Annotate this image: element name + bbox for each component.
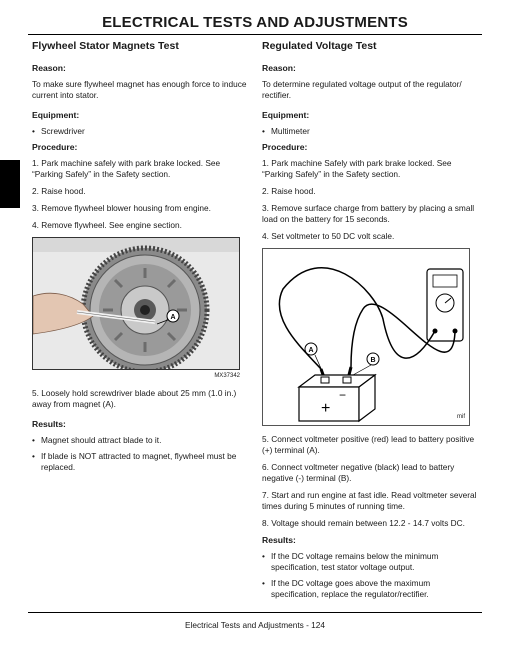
callout-a-label: A bbox=[170, 314, 176, 321]
voltage-test-title: Regulated Voltage Test bbox=[262, 40, 377, 52]
battery-icon bbox=[299, 375, 375, 421]
section-tab-marker bbox=[0, 160, 20, 208]
result-item: • If blade is NOT attracted to magnet, flywheel must be replaced. bbox=[32, 451, 250, 473]
procedure-step: 1. Park machine Safely with park brake locked. See “Parking Safely” in the Safety section. bbox=[262, 158, 452, 179]
flywheel-photo bbox=[32, 237, 240, 370]
procedure-step: 7. Start and run engine at fast idle. Read voltmeter several times during 5 minutes of running time. bbox=[262, 490, 477, 511]
procedure-step: 2. Raise hood. bbox=[32, 186, 86, 196]
procedure-step: 6. Connect voltmeter negative (black) lead to battery negative (-) terminal (B). bbox=[262, 462, 455, 483]
callout-a-badge bbox=[166, 309, 180, 323]
multimeter-icon bbox=[427, 269, 463, 341]
callout-a-badge bbox=[305, 343, 317, 355]
battery-voltmeter-diagram bbox=[262, 248, 470, 426]
header-rule bbox=[28, 34, 482, 35]
regulated-voltage-column bbox=[262, 40, 480, 605]
result-item: • If the DC voltage goes above the maximum specification, replace the regulator/rectifier. bbox=[262, 578, 480, 600]
procedure-step: 4. Set voltmeter to 50 DC volt scale. bbox=[262, 231, 395, 241]
procedure-step: 5. Loosely hold screwdriver blade about 25 mm (1.0 in.) away from magnet (A). bbox=[32, 388, 237, 409]
result-item: • Magnet should attract blade to it. bbox=[32, 435, 250, 446]
results-label: Results: bbox=[262, 535, 296, 545]
results-label: Results: bbox=[32, 419, 66, 429]
battery-negative-symbol: − bbox=[339, 388, 347, 402]
voltmeter-battery-illustration bbox=[263, 249, 469, 425]
figure-id: MX37342 bbox=[214, 373, 240, 379]
flywheel-test-column bbox=[32, 40, 250, 478]
page-title: ELECTRICAL TESTS AND ADJUSTMENTS bbox=[102, 14, 408, 31]
callout-b-label: B bbox=[370, 357, 376, 364]
procedure-step: 3. Remove surface charge from battery by placing a small load on the battery for 15 seconds. bbox=[262, 203, 475, 224]
equipment-label: Equipment: bbox=[32, 110, 80, 120]
procedure-label: Procedure: bbox=[32, 142, 78, 152]
procedure-step: 4. Remove flywheel. See engine section. bbox=[32, 220, 182, 230]
reason-text: To make sure flywheel magnet has enough force to induce current into stator. bbox=[32, 79, 247, 100]
result-item: • If the DC voltage remains below the minimum specification, test stator voltage output. bbox=[262, 551, 480, 573]
reason-text: To determine regulated voltage output of the regulator/ rectifier. bbox=[262, 79, 462, 100]
reason-label: Reason: bbox=[32, 63, 66, 73]
procedure-step: 3. Remove flywheel blower housing from engine. bbox=[32, 203, 211, 213]
callout-b-badge bbox=[367, 353, 379, 365]
reason-label: Reason: bbox=[262, 63, 296, 73]
procedure-step: 2. Raise hood. bbox=[262, 186, 316, 196]
callout-a-label: A bbox=[308, 347, 314, 354]
battery-positive-symbol: + bbox=[321, 400, 331, 417]
procedure-step: 8. Voltage should remain between 12.2 - 14.7 volts DC. bbox=[262, 518, 465, 528]
page-footer: Electrical Tests and Adjustments - 124 bbox=[184, 620, 326, 630]
equipment-item: • Multimeter bbox=[262, 126, 480, 137]
procedure-label: Procedure: bbox=[262, 142, 308, 152]
flywheel-illustration bbox=[33, 238, 239, 369]
footer-rule bbox=[28, 612, 482, 613]
procedure-step: 1. Park machine safely with park brake locked. See “Parking Safely” in the Safety section. bbox=[32, 158, 221, 179]
figure-id: mif bbox=[456, 412, 466, 423]
flywheel-test-title: Flywheel Stator Magnets Test bbox=[32, 40, 179, 52]
procedure-step: 5. Connect voltmeter positive (red) lead to battery positive (+) terminal (A). bbox=[262, 434, 475, 455]
equipment-label: Equipment: bbox=[262, 110, 310, 120]
equipment-item: • Screwdriver bbox=[32, 126, 250, 137]
